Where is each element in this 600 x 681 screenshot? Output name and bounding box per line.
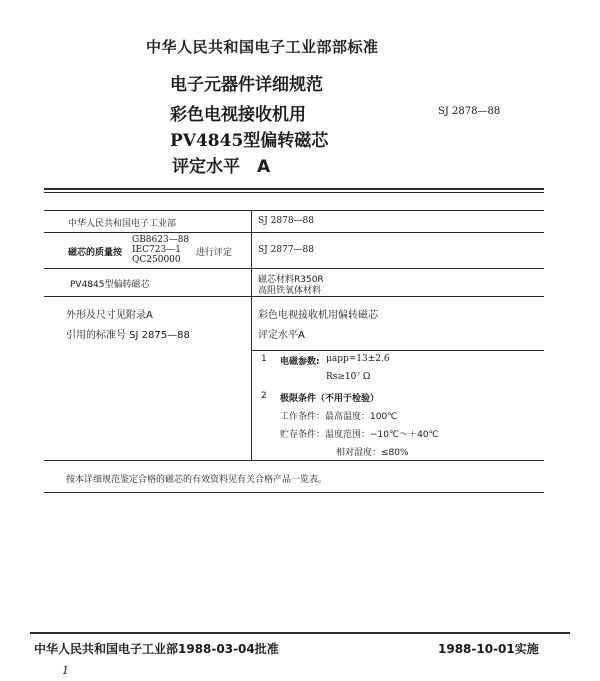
quality-assessment-suffix: 进行评定 xyxy=(196,248,233,258)
title-line-2: 彩色电视接收机用 xyxy=(170,105,306,125)
page-number: 1 xyxy=(62,664,69,677)
issuing-authority: 中华人民共和国电子工业部 xyxy=(68,219,177,229)
qualified-products-note: 按本详细规范鉴定合格的磁芯的有效资料见有关合格产品一览表。 xyxy=(66,475,328,485)
row1-standard-number: SJ 2878—88 xyxy=(258,216,314,226)
core-material-type: 高阻铁氧体材料 xyxy=(258,286,322,296)
title-line-3: PV4845型偏转磁芯 xyxy=(170,131,329,151)
quality-standard-3: QC250000 xyxy=(132,255,181,265)
spec-2-label: 极限条件（不用于检验） xyxy=(280,394,380,404)
core-model: PV4845型偏转磁芯 xyxy=(70,280,150,290)
spec-2-number: 2 xyxy=(261,391,267,401)
product-description: 彩色电视接收机用偏转磁芯 xyxy=(258,310,378,321)
storage-conditions: 贮存条件：温度范围：−10℃～＋40℃ xyxy=(280,430,439,440)
table-bottom-border xyxy=(44,460,544,461)
title-line-4: 评定水平 A xyxy=(172,157,271,177)
top-rule-thin xyxy=(44,192,544,193)
footer-rule xyxy=(30,632,570,634)
footnote-bottom-border xyxy=(44,492,544,493)
standard-number: SJ 2878—88 xyxy=(438,106,501,117)
quality-assessment-label: 磁芯的质量按 xyxy=(68,248,123,258)
row-divider-1 xyxy=(44,232,544,233)
approval-statement: 中华人民共和国电子工业部1988-03-04批准 xyxy=(34,642,279,656)
row2-standard-number: SJ 2877—88 xyxy=(258,245,314,255)
operating-conditions: 工作条件：最高温度：100℃ xyxy=(280,412,398,422)
quality-standards-list xyxy=(132,235,189,265)
quality-standard-2: IEC723—1 xyxy=(132,245,181,255)
relative-humidity: 相对湿度：≤80% xyxy=(336,448,409,458)
spec-divider xyxy=(251,350,544,351)
spec-1-resistivity: Rs≥10⁷ Ω xyxy=(326,372,371,382)
core-material: 磁芯材料R350R xyxy=(258,275,324,285)
table-top-border xyxy=(44,210,544,211)
spec-1-label: 电磁参数: xyxy=(280,357,320,367)
assessment-level: 评定水平A xyxy=(258,330,305,341)
referenced-standard: 引用的标准号 SJ 2875—88 xyxy=(66,330,190,341)
top-rule-thick xyxy=(44,188,544,190)
row-divider-2 xyxy=(44,268,544,269)
implementation-date: 1988-10-01实施 xyxy=(438,642,539,656)
org-standard-title: 中华人民共和国电子工业部部标准 xyxy=(146,38,379,56)
outline-dimensions-note: 外形及尺寸见附录A xyxy=(66,310,153,321)
spec-1-permeability: μapp=13±2.6 xyxy=(326,354,390,364)
table-center-divider xyxy=(251,210,252,460)
quality-standard-1: GB8623—88 xyxy=(132,235,190,245)
title-line-1: 电子元器件详细规范 xyxy=(170,75,323,95)
row-divider-3 xyxy=(44,296,544,297)
spec-1-number: 1 xyxy=(261,354,267,364)
